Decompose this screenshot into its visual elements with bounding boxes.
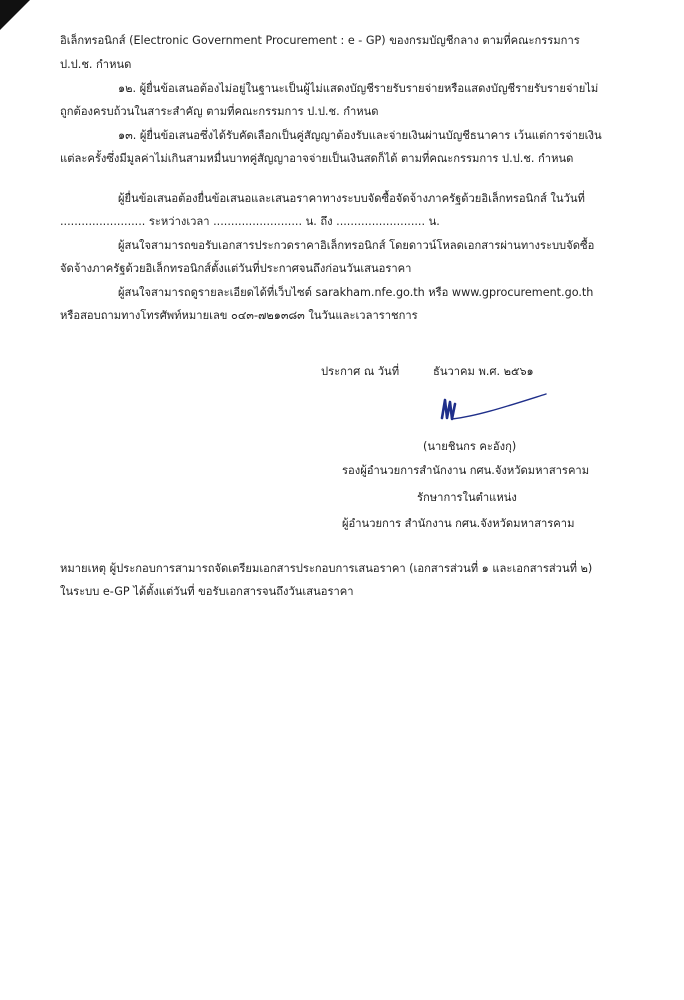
- download-line: ผู้สนใจสามารถขอรับเอกสารประกวดราคาอิเล็กทรอนิกส์ โดยดาวน์โหลดเอกสารผ่านทางระบบจัดซื้อ: [118, 239, 595, 252]
- paragraph-line: อิเล็กทรอนิกส์ (Electronic Government Procurement : e - GP) ของกรมบัญชีกลาง ตามที่คณะกรรมการ: [60, 34, 580, 47]
- announce-date: ธันวาคม พ.ศ. ๒๕๖๑: [433, 365, 534, 378]
- note-line: ในระบบ e-GP ได้ตั้งแต่วันที่ ขอรับเอกสารจนถึงวันเสนอราคา: [60, 585, 354, 598]
- item-12-line: ๑๒. ผู้ยื่นข้อเสนอต้องไม่อยู่ในฐานะเป็นผู้ไม่แสดงบัญชีรายรับรายจ่ายหรือแสดงบัญชีรายรับรายจ่ายไม่: [118, 82, 599, 95]
- item-12-line: ถูกต้องครบถ้วนในสาระสำคัญ ตามที่คณะกรรมการ ป.ป.ช. กำหนด: [60, 105, 379, 118]
- item-13-line: ๑๓. ผู้ยื่นข้อเสนอซึ่งได้รับคัดเลือกเป็นคู่สัญญาต้องรับและจ่ายเงินผ่านบัญชีธนาคาร เว้นแต่การจ่ายเงิน: [118, 129, 602, 142]
- download-line: จัดจ้างภาครัฐด้วยอิเล็กทรอนิกส์ตั้งแต่วันที่ประกาศจนถึงก่อนวันเสนอราคา: [60, 262, 412, 275]
- contact-line: หรือสอบถามทางโทรศัพท์หมายเลข ๐๔๓-๗๒๑๓๘๓ ในวันและเวลาราชการ: [60, 309, 418, 322]
- signature-mark: [438, 392, 550, 432]
- signatory-title: รองผู้อำนวยการสำนักงาน กศน.จังหวัดมหาสารคาม: [342, 464, 590, 477]
- announce-label: ประกาศ ณ วันที่: [321, 365, 400, 378]
- note-line: หมายเหตุ ผู้ประกอบการสามารถจัดเตรียมเอกสารประกอบการเสนอราคา (เอกสารส่วนที่ ๑ และเอกสารส่วนที่ ๒): [60, 562, 593, 575]
- contact-line: ผู้สนใจสามารถดูรายละเอียดได้ที่เว็บไซต์ sarakham.nfe.go.th หรือ www.gprocurement.go.th: [118, 286, 594, 299]
- paragraph-line: ป.ป.ช. กำหนด: [60, 58, 132, 71]
- signatory-name: (นายชินกร คะอังกุ): [423, 440, 517, 453]
- submission-line: ........................ ระหว่างเวลา ......................... น. ถึง ......................... น.: [60, 215, 440, 228]
- item-13-line: แต่ละครั้งซึ่งมีมูลค่าไม่เกินสามหมื่นบาทคู่สัญญาอาจจ่ายเป็นเงินสดก็ได้ ตามที่คณะกรรมการ ป.ป.ช. กำหนด: [60, 152, 574, 165]
- signatory-title: รักษาการในตำแหน่ง: [417, 491, 517, 504]
- signatory-title: ผู้อำนวยการ สำนักงาน กศน.จังหวัดมหาสารคาม: [342, 517, 575, 530]
- scan-corner-mark: [0, 0, 30, 30]
- submission-line: ผู้ยื่นข้อเสนอต้องยื่นข้อเสนอและเสนอราคาทางระบบจัดซื้อจัดจ้างภาครัฐด้วยอิเล็กทรอนิกส์ ในวันที่: [118, 192, 585, 205]
